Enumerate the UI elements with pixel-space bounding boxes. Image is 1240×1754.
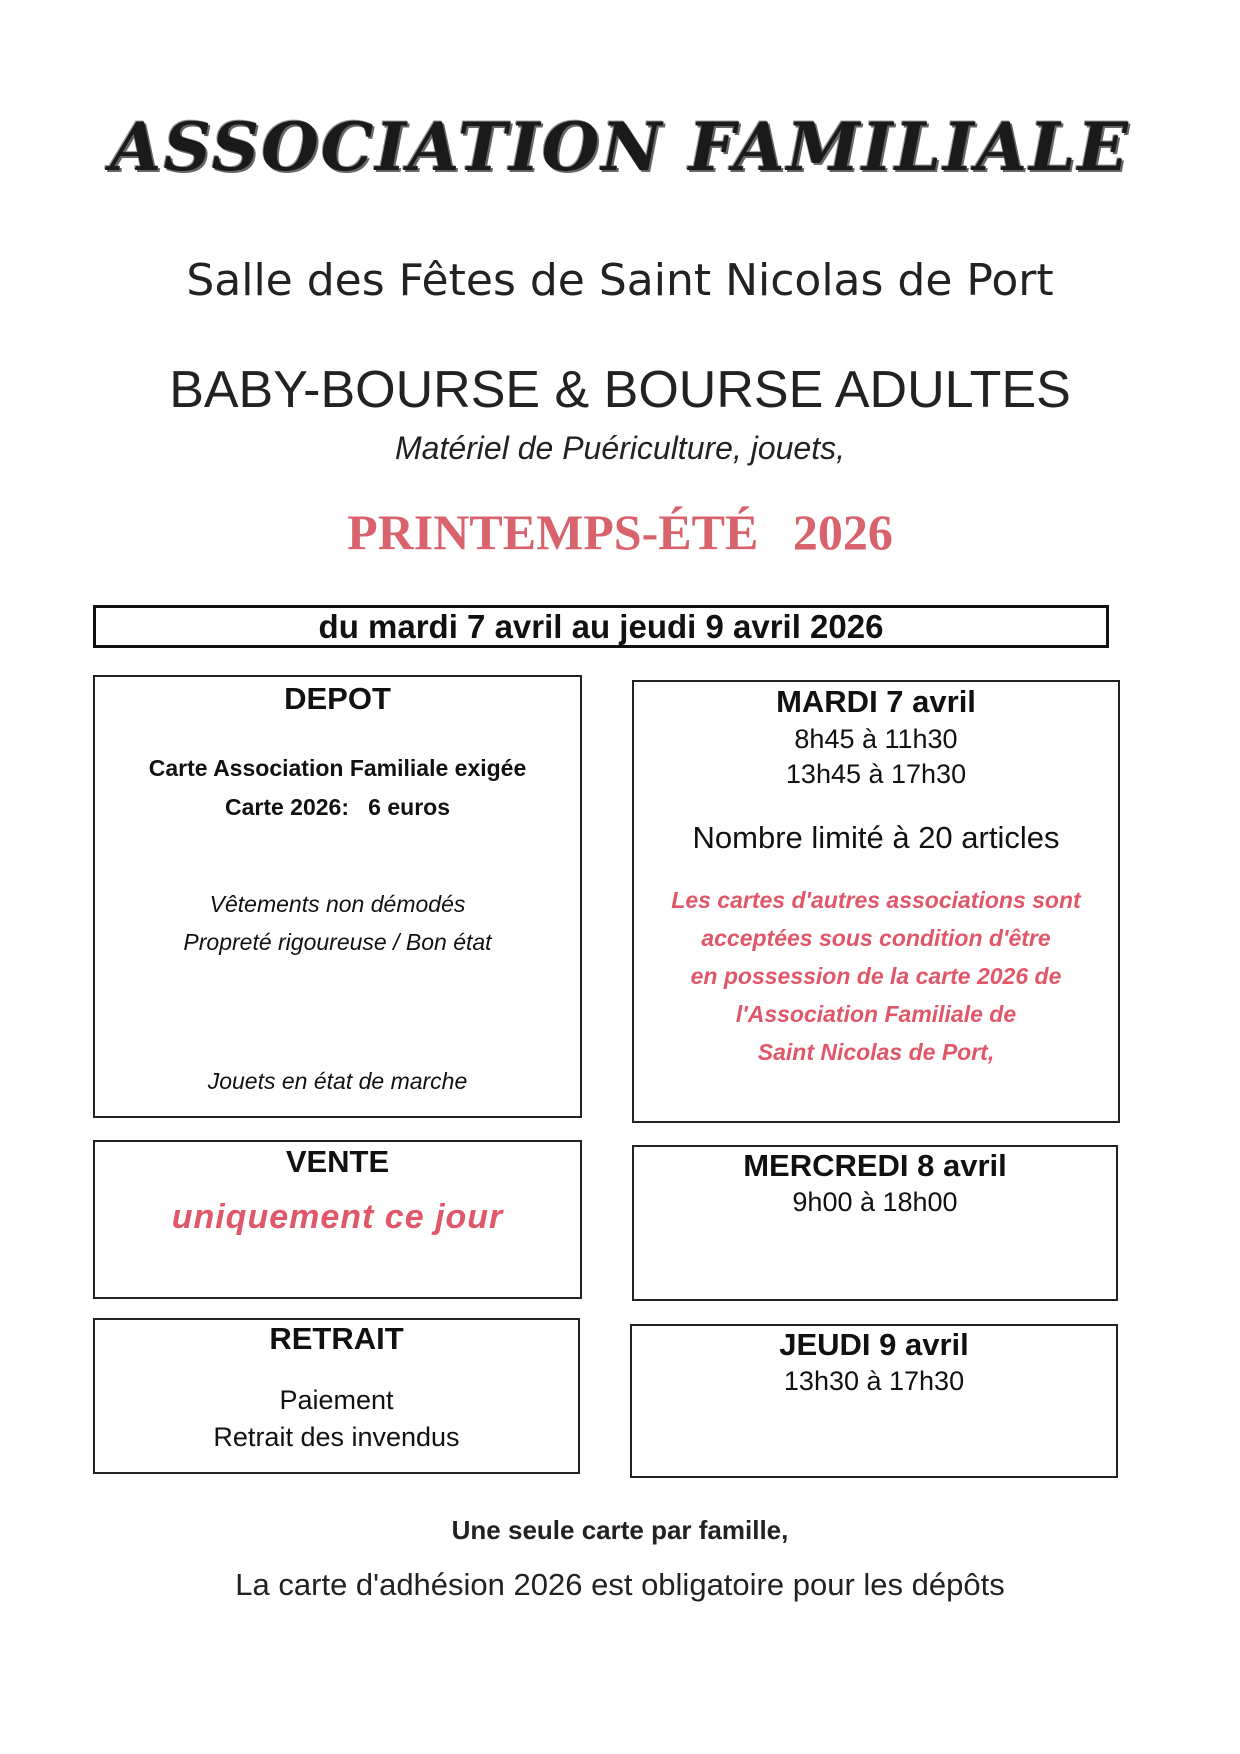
mardi-slot-morning: 8h45 à 11h30: [794, 724, 958, 754]
mercredi-box: [632, 1145, 1118, 1301]
vente-note: uniquement ce jour: [171, 1198, 504, 1236]
depot-rule-toys: Jouets en état de marche: [207, 1068, 468, 1094]
event-name: BABY-BOURSE & BOURSE ADULTES: [169, 361, 1071, 419]
venue-name: Salle des Fêtes de Saint Nicolas de Port: [186, 255, 1054, 306]
depot-rule-cleanliness: Propreté rigoureuse / Bon état: [183, 929, 492, 955]
retrait-payment: Paiement: [279, 1385, 394, 1415]
footer-membership-required: La carte d'adhésion 2026 est obligatoire pour les dépôts: [235, 1567, 1005, 1602]
mardi-other-cards-note: [634, 881, 1118, 1071]
depot-box: [93, 675, 582, 1118]
depot-card-required: Carte Association Familiale exigée: [148, 755, 527, 781]
note-line: acceptées sous condition d'être: [701, 925, 1051, 951]
mardi-article-limit: Nombre limité à 20 articles: [692, 820, 1060, 855]
depot-card-price: Carte 2026: 6 euros: [224, 794, 450, 820]
event-subtitle: Matériel de Puériculture, jouets,: [395, 430, 845, 466]
note-line: Les cartes d'autres associations sont: [671, 887, 1081, 913]
jeudi-slot: 13h30 à 17h30: [783, 1366, 965, 1396]
mercredi-slot: 9h00 à 18h00: [792, 1187, 958, 1217]
vente-heading: VENTE: [285, 1144, 390, 1179]
mardi-heading: MARDI 7 avril: [776, 684, 976, 719]
season-label: PRINTEMPS-ÉTÉ 2026: [347, 504, 893, 560]
vente-box: [93, 1140, 582, 1299]
jeudi-heading: JEUDI 9 avril: [779, 1327, 969, 1362]
note-line: en possession de la carte 2026 de: [690, 963, 1062, 989]
mercredi-heading: MERCREDI 8 avril: [743, 1148, 1007, 1183]
retrait-heading: RETRAIT: [269, 1321, 404, 1356]
footer-one-card-per-family: Une seule carte par famille,: [451, 1515, 789, 1545]
mardi-box: [632, 680, 1120, 1123]
depot-rule-fashion: Vêtements non démodés: [209, 891, 466, 917]
retrait-unsold: Retrait des invendus: [213, 1422, 460, 1452]
note-line: l'Association Familiale de: [735, 1001, 1017, 1027]
retrait-box: [93, 1318, 580, 1474]
mardi-slot-afternoon: 13h45 à 17h30: [785, 759, 967, 789]
depot-heading: DEPOT: [284, 681, 391, 716]
jeudi-box: [630, 1324, 1118, 1478]
dates-banner: du mardi 7 avril au jeudi 9 avril 2026: [93, 605, 1109, 648]
poster-title: ASSOCIATION FAMILIALE: [110, 108, 1130, 186]
note-line: Saint Nicolas de Port,: [757, 1039, 995, 1065]
